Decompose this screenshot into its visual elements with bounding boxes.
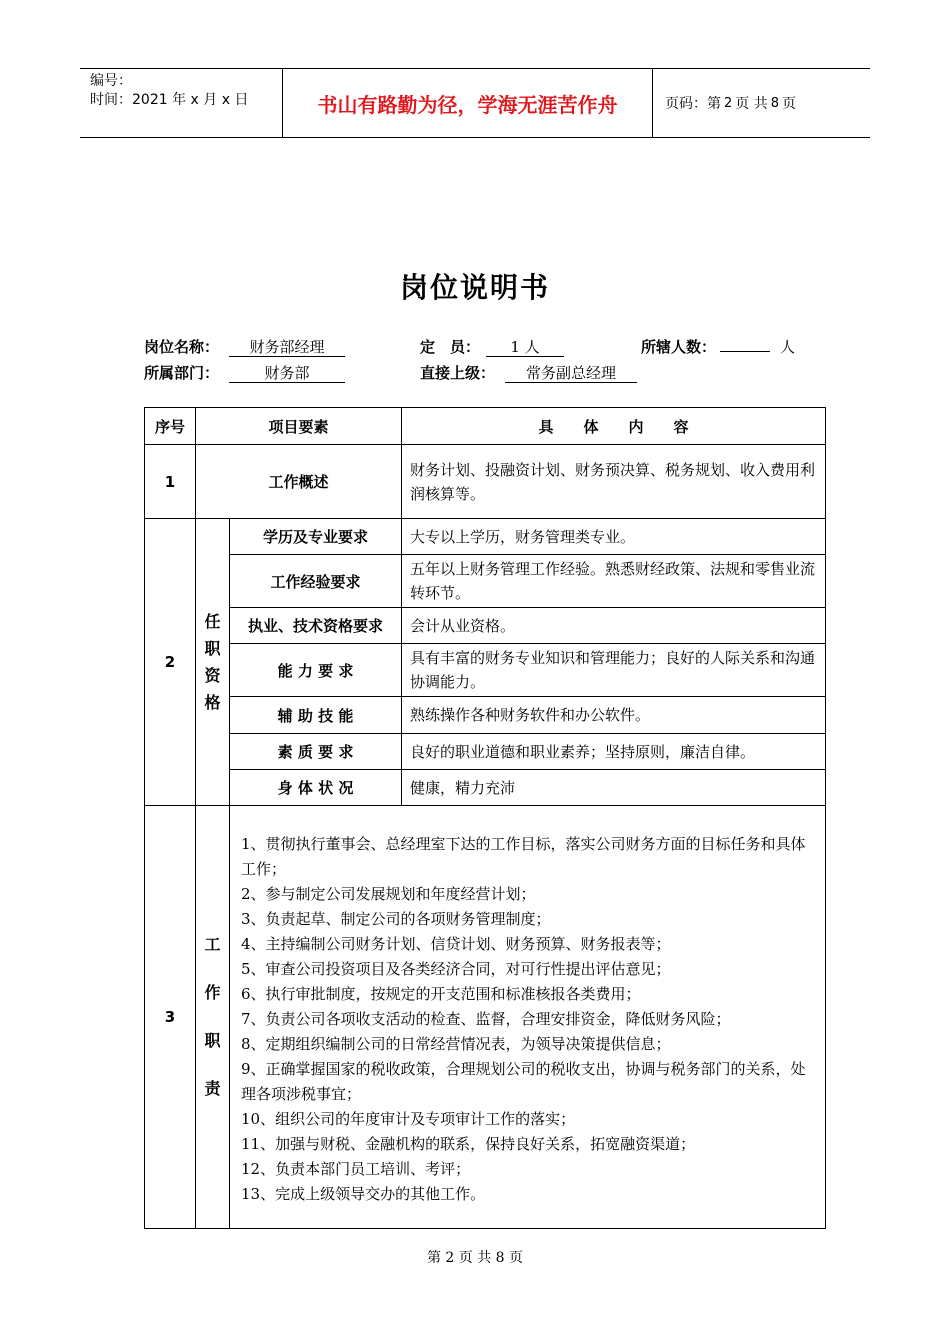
group-char: 职 xyxy=(204,639,221,658)
table-row xyxy=(145,555,826,608)
subordinates-field xyxy=(641,336,795,357)
row1-content: 财务计划、投融资计划、财务预决算、税务规划、收入费用利润核算等。 xyxy=(402,445,826,519)
row2-seq: 2 xyxy=(145,519,196,806)
job-description-table xyxy=(144,407,826,1229)
footer-prefix: 第 xyxy=(426,1250,441,1266)
list-item: 6、执行审批制度，按规定的开支范围和标准核报各类费用； xyxy=(241,984,641,1003)
header-seq: 序号 xyxy=(145,408,196,445)
qualification-label: 辅 助 技 能 xyxy=(230,697,402,734)
page-mid: 页 共 xyxy=(735,96,768,112)
position-label: 岗位名称： xyxy=(144,338,220,356)
qualification-label: 学历及专业要求 xyxy=(230,519,402,555)
page-prefix: 页码：第 xyxy=(665,96,721,112)
list-item: 8、定期组织编制公司的日常经营情况表，为领导决策提供信息； xyxy=(241,1034,671,1053)
header-motto: 书山有路勤为径，学海无涯苦作舟 xyxy=(283,69,653,137)
footer-mid: 页 共 xyxy=(458,1250,492,1266)
row3-group-label xyxy=(196,806,230,1229)
qualification-content: 健康，精力充沛 xyxy=(402,770,826,806)
table-header-row xyxy=(145,408,826,445)
list-item: 4、主持编制公司财务计划、信贷计划、财务预算、财务报表等； xyxy=(241,934,671,953)
headcount-value: 1 人 xyxy=(486,338,564,357)
qualification-label: 能 力 要 求 xyxy=(230,644,402,697)
table-row xyxy=(145,806,826,1229)
group-char: 职 xyxy=(204,1031,221,1050)
row3-seq: 3 xyxy=(145,806,196,1229)
list-item: 5、审查公司投资项目及各类经济合同，对可行性提出评估意见； xyxy=(241,959,671,978)
date-line: 时间：2021 年 x 月 x 日 xyxy=(90,92,249,108)
list-item: 11、加强与财税、金融机构的联系，保持良好关系，拓宽融资渠道； xyxy=(241,1134,696,1153)
table-row xyxy=(145,519,826,555)
table-row xyxy=(145,770,826,806)
table-row xyxy=(145,608,826,644)
table-row xyxy=(145,697,826,734)
table-row xyxy=(145,644,826,697)
group-char: 格 xyxy=(204,693,221,712)
qualification-label: 身 体 状 况 xyxy=(230,770,402,806)
table-row xyxy=(145,445,826,519)
page-current: 2 xyxy=(724,95,733,111)
list-item: 13、完成上级领导交办的其他工作。 xyxy=(241,1184,486,1203)
position-name-field xyxy=(144,336,345,357)
qualification-content: 大专以上学历，财务管理类专业。 xyxy=(402,519,826,555)
footer-current: 2 xyxy=(445,1250,455,1266)
footer-suffix: 页 xyxy=(509,1250,524,1266)
document-title: 岗位说明书 xyxy=(399,271,550,304)
page-header xyxy=(80,68,870,138)
header-page-number xyxy=(653,69,870,137)
list-item: 7、负责公司各项收支活动的检查、监督，合理安排资金，降低财务风险； xyxy=(241,1009,731,1028)
qualification-content: 会计从业资格。 xyxy=(402,608,826,644)
group-char: 工 xyxy=(204,935,221,954)
group-char: 资 xyxy=(204,666,221,685)
row1-item: 工作概述 xyxy=(196,445,402,519)
group-char: 责 xyxy=(204,1079,221,1098)
subordinates-unit: 人 xyxy=(780,338,796,356)
header-meta xyxy=(80,69,283,137)
duties-cell xyxy=(230,806,826,1229)
subordinates-value xyxy=(720,351,770,352)
list-item: 1、贯彻执行董事会、总经理室下达的工作目标，落实公司财务方面的目标任务和具体工作； xyxy=(241,834,806,878)
subordinates-label: 所辖人数： xyxy=(641,338,717,356)
qualification-label: 执业、技术资格要求 xyxy=(230,608,402,644)
group-char: 任 xyxy=(204,612,221,631)
qualification-content: 良好的职业道德和职业素养；坚持原则，廉洁自律。 xyxy=(402,734,826,770)
list-item: 3、负责起草、制定公司的各项财务管理制度； xyxy=(241,909,551,928)
qualification-content: 具有丰富的财务专业知识和管理能力；良好的人际关系和沟通协调能力。 xyxy=(402,644,826,697)
table-row xyxy=(145,734,826,770)
list-item: 2、参与制定公司发展规划和年度经营计划； xyxy=(241,884,536,903)
row2-group-label xyxy=(196,519,230,806)
duties-list xyxy=(231,810,824,1225)
page-footer xyxy=(0,1247,950,1267)
qualification-label: 工作经验要求 xyxy=(230,555,402,608)
list-item: 10、组织公司的年度审计及专项审计工作的落实； xyxy=(241,1109,576,1128)
superior-value: 常务副总经理 xyxy=(505,364,637,383)
headcount-field xyxy=(420,336,564,357)
position-value: 财务部经理 xyxy=(229,338,345,357)
header-content: 具 体 内 容 xyxy=(402,408,826,445)
page-suffix: 页 xyxy=(782,96,797,112)
list-item: 9、正确掌握国家的税收政策，合理规划公司的税收支出，协调与税务部门的关系，处理各项涉税事宜； xyxy=(241,1059,806,1103)
header-item: 项目要素 xyxy=(196,408,402,445)
code-label: 编号： xyxy=(90,73,132,89)
department-value: 财务部 xyxy=(229,364,345,383)
department-label: 所属部门： xyxy=(144,364,220,382)
footer-total: 8 xyxy=(495,1250,505,1266)
headcount-label: 定 员： xyxy=(420,338,481,356)
row1-seq: 1 xyxy=(145,445,196,519)
qualification-label: 素 质 要 求 xyxy=(230,734,402,770)
superior-label: 直接上级： xyxy=(420,364,496,382)
qualification-content: 五年以上财务管理工作经验。熟悉财经政策、法规和零售业流转环节。 xyxy=(402,555,826,608)
list-item: 12、负责本部门员工培训、考评； xyxy=(241,1159,471,1178)
group-char: 作 xyxy=(204,983,221,1002)
page-total: 8 xyxy=(770,95,780,111)
department-field xyxy=(144,362,345,383)
qualification-content: 熟练操作各种财务软件和办公软件。 xyxy=(402,697,826,734)
superior-field xyxy=(420,362,637,383)
